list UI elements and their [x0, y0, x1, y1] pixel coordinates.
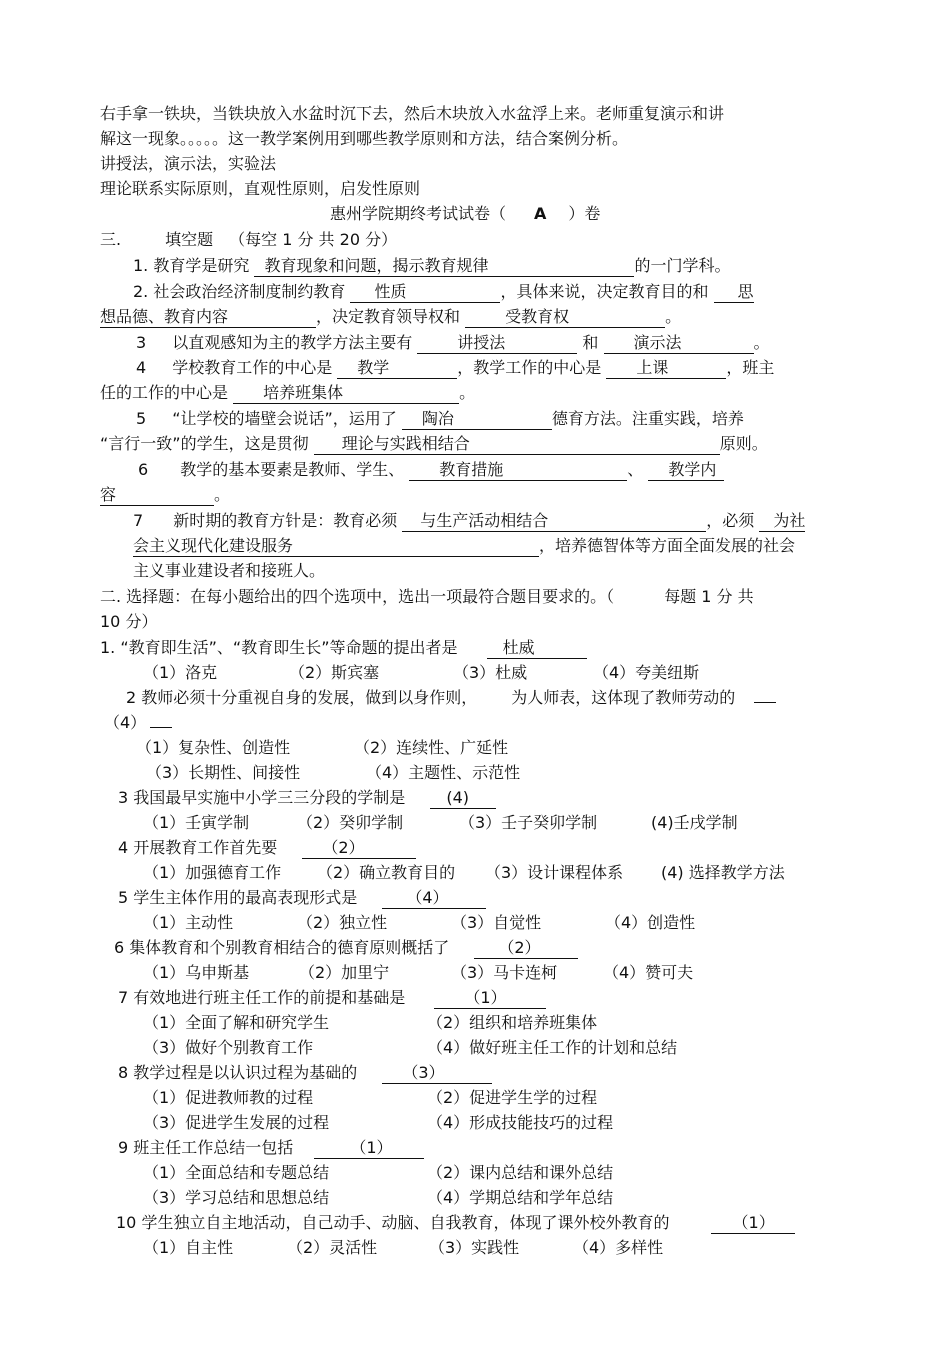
choice-q7-option-3: （3）做好个别教育工作	[143, 1038, 314, 1057]
fill-q7-answer-2b: 会主义现代化建设服务	[133, 536, 539, 557]
intro-line-2: 解这一现象。。。。。这一教学案例用到哪些教学原则和方法，结合案例分析。	[100, 129, 629, 148]
fill-q6-answer-2a: 教学内	[648, 460, 724, 481]
exam-title-prefix: 惠州学院期终考试试卷（	[330, 204, 507, 223]
choice-q2-option-1: （1）复杂性、创造性	[136, 738, 291, 757]
fill-q2-end: 。	[665, 307, 682, 326]
choice-q2-text-2: 为人师表，这体现了教师劳动的	[511, 688, 736, 707]
fill-q5-text: “让学校的墙壁会说话”，运用了	[172, 409, 397, 428]
choice-q10	[116, 1212, 795, 1234]
choice-q6-option-4: （4）赞可夫	[603, 963, 694, 982]
choice-q8-text: 8 教学过程是以认识过程为基础的	[118, 1063, 358, 1082]
choice-q8-options-a	[143, 1087, 597, 1109]
choice-q1-option-1: （1）洛克	[143, 663, 218, 682]
choice-q3-option-3: （3）壬子癸卯学制	[459, 813, 598, 832]
choice-q10-option-4: （4）多样性	[573, 1238, 664, 1257]
choice-q9	[118, 1137, 424, 1159]
choice-q4-option-1: （1）加强德育工作	[143, 863, 282, 882]
choice-q3-option-2: （2）癸卯学制	[297, 813, 404, 832]
fill-q6-line1	[138, 459, 724, 481]
fill-q4-line1	[136, 357, 774, 379]
fill-q3	[136, 332, 770, 354]
choice-q8-option-4: （4）形成技能技巧的过程	[427, 1113, 614, 1132]
fill-q5-text-2: 德育方法。注重实践，培养	[551, 409, 744, 428]
choice-q6-text: 6 集体教育和个别教育相结合的德育原则概括了	[114, 938, 450, 957]
fill-q6-end: 。	[214, 485, 231, 504]
choice-q9-text: 9 班主任工作总结一包括	[118, 1138, 294, 1157]
choice-q8-answer: （3）	[382, 1063, 492, 1084]
fill-q1-end: 的一门学科。	[634, 256, 731, 275]
choice-q9-option-4: （4）学期总结和学年总结	[427, 1188, 614, 1207]
choice-q6-answer: （2）	[474, 938, 578, 959]
choice-heading	[100, 586, 754, 608]
fill-q2-answer-2b: 想品德、教育内容	[100, 307, 316, 328]
fill-heading	[100, 229, 397, 251]
fill-q4-end: 。	[459, 383, 476, 402]
choice-q5-option-2: （2）独立性	[297, 913, 388, 932]
fill-heading-number: 三.	[100, 230, 122, 249]
choice-q1-option-2: （2）斯宾塞	[289, 663, 380, 682]
choice-q4-option-3: （3）设计课程体系	[485, 863, 624, 882]
fill-q6-text-2: 、	[627, 460, 644, 479]
choice-q9-answer: （1）	[314, 1138, 424, 1159]
intro-answer-principles: 理论联系实际原则，直观性原则，启发性原则	[100, 179, 421, 198]
choice-q1-answer: 杜威	[487, 638, 587, 659]
choice-q5-option-4: （4）创造性	[605, 913, 696, 932]
choice-q10-answer: （1）	[711, 1213, 795, 1234]
choice-q8	[118, 1062, 492, 1084]
fill-q4-text-3: ，班主	[726, 358, 775, 377]
choice-q3-answer: (4)	[430, 788, 496, 809]
fill-q4-answer-1: 教学	[337, 358, 457, 379]
choice-q2-text: 2 教师必须十分重视自身的发展，做到以身作则，	[126, 688, 478, 707]
choice-q10-options	[143, 1237, 663, 1259]
choice-q5-text: 5 学生主体作用的最高表现形式是	[118, 888, 358, 907]
exam-title	[330, 203, 600, 225]
choice-q4-option-2: （2）确立教育目的	[317, 863, 456, 882]
choice-q2-line1	[126, 687, 776, 709]
fill-q7-line2	[133, 535, 795, 557]
intro-line-1: 右手拿一铁块，当铁块放入水盆时沉下去，然后木块放入水盆浮上来。老师重复演示和讲	[100, 104, 725, 123]
choice-q5-answer: （4）	[382, 888, 486, 909]
choice-q6	[114, 937, 578, 959]
fill-q3-end: 。	[753, 333, 770, 352]
fill-q3-and: 和	[582, 333, 599, 352]
choice-q5-option-1: （1）主动性	[143, 913, 234, 932]
choice-q9-option-2: （2）课内总结和课外总结	[427, 1163, 614, 1182]
fill-q5-answer-1: 陶冶	[402, 409, 552, 430]
fill-q2-line1	[133, 281, 754, 303]
fill-q2-text-2: ，具体来说，决定教育目的和	[500, 282, 709, 301]
fill-heading-note: （每空 1 分 共 20 分）	[229, 230, 398, 249]
choice-q4-answer: （2）	[302, 838, 416, 859]
choice-q10-option-3: （3）实践性	[429, 1238, 520, 1257]
fill-q7-number: 7	[133, 511, 144, 530]
fill-q3-number: 3	[136, 333, 147, 352]
choice-q2-blank	[754, 702, 776, 703]
choice-q10-option-2: （2）灵活性	[287, 1238, 378, 1257]
fill-q7-answer-2a: 为社	[759, 511, 805, 532]
fill-q1-answer: 教育现象和问题，揭示教育规律	[254, 256, 634, 277]
fill-q4-number: 4	[136, 358, 147, 377]
choice-q3-option-4: (4)壬戌学制	[651, 813, 738, 832]
fill-q7-text-2: ，必须	[706, 511, 755, 530]
fill-q5-answer-2: 理论与实践相结合	[314, 434, 720, 455]
intro-answer-methods: 讲授法，演示法，实验法	[100, 154, 277, 173]
fill-q1-text: 1. 教育学是研究	[133, 256, 250, 275]
fill-q7-line1	[133, 510, 805, 532]
choice-q7-options-a	[143, 1012, 597, 1034]
choice-q4-text: 4 开展教育工作首先要	[118, 838, 278, 857]
fill-q5-number: 5	[136, 409, 147, 428]
choice-q9-option-3: （3）学习总结和思想总结	[143, 1188, 330, 1207]
choice-heading-line2: 10 分）	[100, 612, 158, 631]
choice-heading-text: 二. 选择题：在每小题给出的四个选项中，选出一项最符合题目要求的。（	[100, 587, 615, 606]
choice-q10-option-1: （1）自主性	[143, 1238, 234, 1257]
choice-q8-option-2: （2）促进学生学的过程	[427, 1088, 598, 1107]
choice-q8-options-b	[143, 1112, 613, 1134]
fill-q2-answer-2a: 思	[714, 282, 754, 303]
choice-q3	[118, 787, 496, 809]
fill-heading-title: 填空题	[165, 230, 214, 249]
fill-q5-line2	[100, 433, 768, 455]
fill-q6-answer-2b: 容	[100, 485, 214, 506]
choice-q7-answer: （1）	[434, 988, 546, 1009]
fill-q1	[133, 255, 730, 277]
fill-q4-answer-2: 上课	[606, 358, 726, 379]
fill-q4-text-2: ，教学工作的中心是	[457, 358, 602, 377]
exam-title-grade: A	[534, 204, 547, 223]
choice-q2-options-b	[146, 762, 520, 784]
fill-q2-answer-1: 性质	[350, 282, 500, 303]
fill-q7-answer-1: 与生产活动相结合	[402, 511, 706, 532]
fill-q5-line1	[136, 408, 744, 430]
fill-q4-line2	[100, 382, 475, 404]
fill-q4-text-4: 任的工作的中心是	[100, 383, 229, 402]
choice-q2-line2	[104, 712, 172, 734]
choice-q2-option-3: （3）长期性、间接性	[146, 763, 301, 782]
choice-q4-options	[143, 862, 785, 884]
choice-q1	[100, 637, 587, 659]
choice-q7-options-b	[143, 1037, 677, 1059]
fill-q3-answer-2: 演示法	[604, 333, 754, 354]
fill-q6-number: 6	[138, 460, 149, 479]
choice-q2-option-4: （4）主题性、示范性	[366, 763, 521, 782]
choice-q8-option-3: （3）促进学生发展的过程	[143, 1113, 330, 1132]
choice-q6-options	[143, 962, 693, 984]
fill-q2-line2	[100, 306, 681, 328]
fill-q2-text: 2. 社会政治经济制度制约教育	[133, 282, 346, 301]
fill-q6-answer-1: 教育措施	[409, 460, 627, 481]
choice-q1-option-3: （3）杜威	[453, 663, 528, 682]
choice-q7-option-1: （1）全面了解和研究学生	[143, 1013, 330, 1032]
choice-q1-option-4: （4）夸美纽斯	[593, 663, 700, 682]
choice-q8-option-1: （1）促进教师教的过程	[143, 1088, 314, 1107]
fill-q3-text: 以直观感知为主的教学方法主要有	[172, 333, 413, 352]
choice-q9-options-b	[143, 1187, 613, 1209]
fill-q6-line2	[100, 484, 230, 506]
choice-q7-option-2: （2）组织和培养班集体	[427, 1013, 598, 1032]
choice-q7-option-4: （4）做好班主任工作的计划和总结	[427, 1038, 678, 1057]
choice-q5-options	[143, 912, 695, 934]
fill-q7-text-3: ，培养德智体等方面全面发展的社会	[539, 536, 796, 555]
choice-q6-option-2: （2）加里宁	[299, 963, 390, 982]
choice-q7	[118, 987, 546, 1009]
choice-q3-options	[143, 812, 738, 834]
choice-q1-text: 1. “教育即生活”、“教育即生长”等命题的提出者是	[100, 638, 458, 657]
fill-q5-end: 原则。	[719, 434, 768, 453]
choice-q2-answer: （4）	[104, 713, 147, 732]
choice-q4-option-4: (4) 选择教学方法	[661, 863, 785, 882]
fill-q2-answer-3: 受教育权	[465, 307, 665, 328]
choice-q2-options-a	[136, 737, 508, 759]
choice-q1-options	[143, 662, 699, 684]
fill-q7-line3: 主义事业建设者和接班人。	[133, 561, 326, 580]
choice-q4	[118, 837, 416, 859]
fill-q2-text-3: ，决定教育领导权和	[316, 307, 461, 326]
fill-q5-text-3: “言行一致”的学生，这是贯彻	[100, 434, 309, 453]
choice-q9-option-1: （1）全面总结和专题总结	[143, 1163, 330, 1182]
fill-q4-text: 学校教育工作的中心是	[172, 358, 333, 377]
fill-q4-answer-3: 培养班集体	[233, 383, 459, 404]
exam-title-suffix: ）卷	[568, 204, 601, 223]
choice-heading-note: 每题 1 分 共	[664, 587, 754, 606]
choice-q6-option-3: （3）马卡连柯	[451, 963, 558, 982]
choice-q5	[118, 887, 486, 909]
choice-q9-options-a	[143, 1162, 613, 1184]
choice-q10-text: 10 学生独立自主地活动，自己动手、动脑、自我教育，体现了课外校外教育的	[116, 1213, 670, 1232]
choice-q3-text: 3 我国最早实施中小学三三分段的学制是	[118, 788, 406, 807]
fill-q6-text: 教学的基本要素是教师、学生、	[180, 460, 405, 479]
choice-q6-option-1: （1）乌申斯基	[143, 963, 250, 982]
fill-q3-answer-1: 讲授法	[417, 333, 577, 354]
choice-q2-option-2: （2）连续性、广延性	[354, 738, 509, 757]
choice-q5-option-3: （3）自觉性	[451, 913, 542, 932]
fill-q7-text: 新时期的教育方针是：教育必须	[173, 511, 398, 530]
choice-q7-text: 7 有效地进行班主任工作的前提和基础是	[118, 988, 406, 1007]
choice-q3-option-1: （1）壬寅学制	[143, 813, 250, 832]
